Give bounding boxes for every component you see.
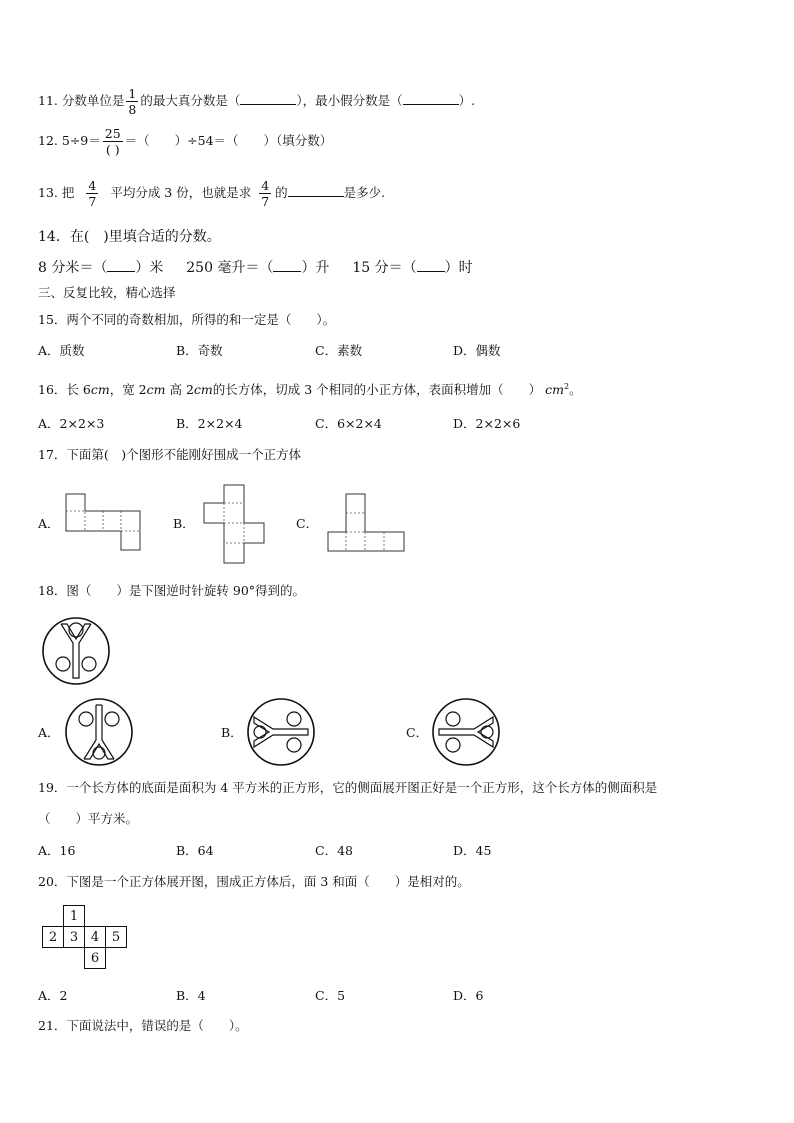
fraction: $\frac{25}{( )}$ — [104, 126, 121, 157]
question-21-stem: 21．下面说法中，错误的是（ ）。 — [38, 1018, 248, 1033]
question-number: 13. — [38, 185, 58, 200]
question-15-options — [38, 342, 758, 360]
option-a[interactable]: A． — [38, 725, 60, 740]
answer-blank[interactable] — [288, 183, 344, 197]
question-19-stem-cont: （ ）平方米。 — [38, 811, 139, 826]
option-a[interactable]: A．2 — [38, 988, 68, 1003]
option-c[interactable]: C．6×2×4 — [315, 416, 382, 431]
option-a[interactable]: A． — [38, 516, 60, 531]
question-number: 12. — [38, 133, 58, 148]
answer-blank[interactable] — [417, 258, 445, 272]
question-19-options — [38, 842, 758, 860]
option-a[interactable]: A．2×2×3 — [38, 416, 105, 431]
option-c[interactable]: C．5 — [315, 988, 346, 1003]
option-c[interactable]: C． — [406, 725, 429, 740]
cube-net-a — [64, 492, 144, 552]
question-15-stem: 15．两个不同的奇数相加，所得的和一定是（ ）。 — [38, 312, 336, 327]
question-19-stem: 19．一个长方体的底面是面积为 4 平方米的正方形，它的侧面展开图正好是一个正方形，这个长方体的侧面积是 — [38, 780, 658, 795]
option-d[interactable]: D．2×2×6 — [453, 416, 521, 431]
fraction: $\frac{4}{7}$ — [261, 178, 270, 209]
option-b[interactable]: B．64 — [176, 843, 214, 858]
answer-blank[interactable] — [240, 91, 296, 105]
cube-net-c — [326, 492, 406, 554]
option-b[interactable]: B． — [221, 725, 243, 740]
rotated-figure-b — [246, 697, 316, 767]
question-16-options — [38, 415, 758, 433]
option-b[interactable]: B． — [173, 516, 195, 531]
answer-blank[interactable] — [403, 91, 459, 105]
option-d[interactable]: D．偶数 — [453, 343, 501, 358]
question-20-options — [38, 987, 758, 1005]
question-14-items: 8 分米＝（ ）米 250 毫升＝（ ）升 15 分＝（ ）时 — [38, 260, 473, 276]
option-c[interactable]: C．48 — [315, 843, 353, 858]
question-20-stem: 20．下图是一个正方体展开图，围成正方体后，面 3 和面（ ）是相对的。 — [38, 874, 470, 889]
option-b[interactable]: B．2×2×4 — [176, 416, 243, 431]
question-13: 13. 把 $\frac{4}{7}$ 平均分成 3 份，也就是求 $\frac{4}{7}$ 的 是多少. — [38, 178, 386, 209]
cube-net-numbered: 1 2 3 4 5 6 — [42, 905, 127, 969]
section-heading: 三、反复比较，精心选择 — [38, 285, 176, 300]
cube-net-b — [202, 483, 266, 565]
original-figure — [41, 616, 111, 686]
question-16-stem: 16．长 6cm，宽 2cm 高 2cm的长方体，切成 3 个相同的小正方体，表面积增加（ ） $cm^2$。 — [38, 382, 582, 398]
fraction: $\frac{4}{7}$ — [88, 178, 97, 209]
question-11: 11. 分数单位是 $\frac{1}{8}$ 的最大真分数是（ ），最小假分数是（ ）. — [38, 86, 476, 117]
question-number: 11. — [38, 93, 58, 108]
option-c[interactable]: C． — [296, 516, 319, 531]
answer-blank[interactable] — [273, 258, 301, 272]
option-a[interactable]: A．16 — [38, 843, 76, 858]
rotated-figure-a — [64, 697, 134, 767]
option-d[interactable]: D．6 — [453, 988, 484, 1003]
question-17-stem: 17．下面第( )个图形不能刚好围成一个正方体 — [38, 447, 302, 462]
option-b[interactable]: B．4 — [176, 988, 206, 1003]
question-12: 12. 5÷9＝ $\frac{25}{( )}$ ＝（ ）÷54＝（ ）（填分数） — [38, 126, 333, 157]
option-c[interactable]: C．素数 — [315, 343, 363, 358]
option-b[interactable]: B．奇数 — [176, 343, 223, 358]
option-a[interactable]: A．质数 — [38, 343, 85, 358]
answer-blank[interactable] — [107, 258, 135, 272]
option-d[interactable]: D．45 — [453, 843, 492, 858]
question-18-stem: 18．图（ ）是下图逆时针旋转 90°得到的。 — [38, 583, 306, 598]
fraction: $\frac{1}{8}$ — [128, 86, 137, 117]
question-14-title: 14．在( )里填合适的分数。 — [38, 229, 221, 245]
rotated-figure-c — [431, 697, 501, 767]
